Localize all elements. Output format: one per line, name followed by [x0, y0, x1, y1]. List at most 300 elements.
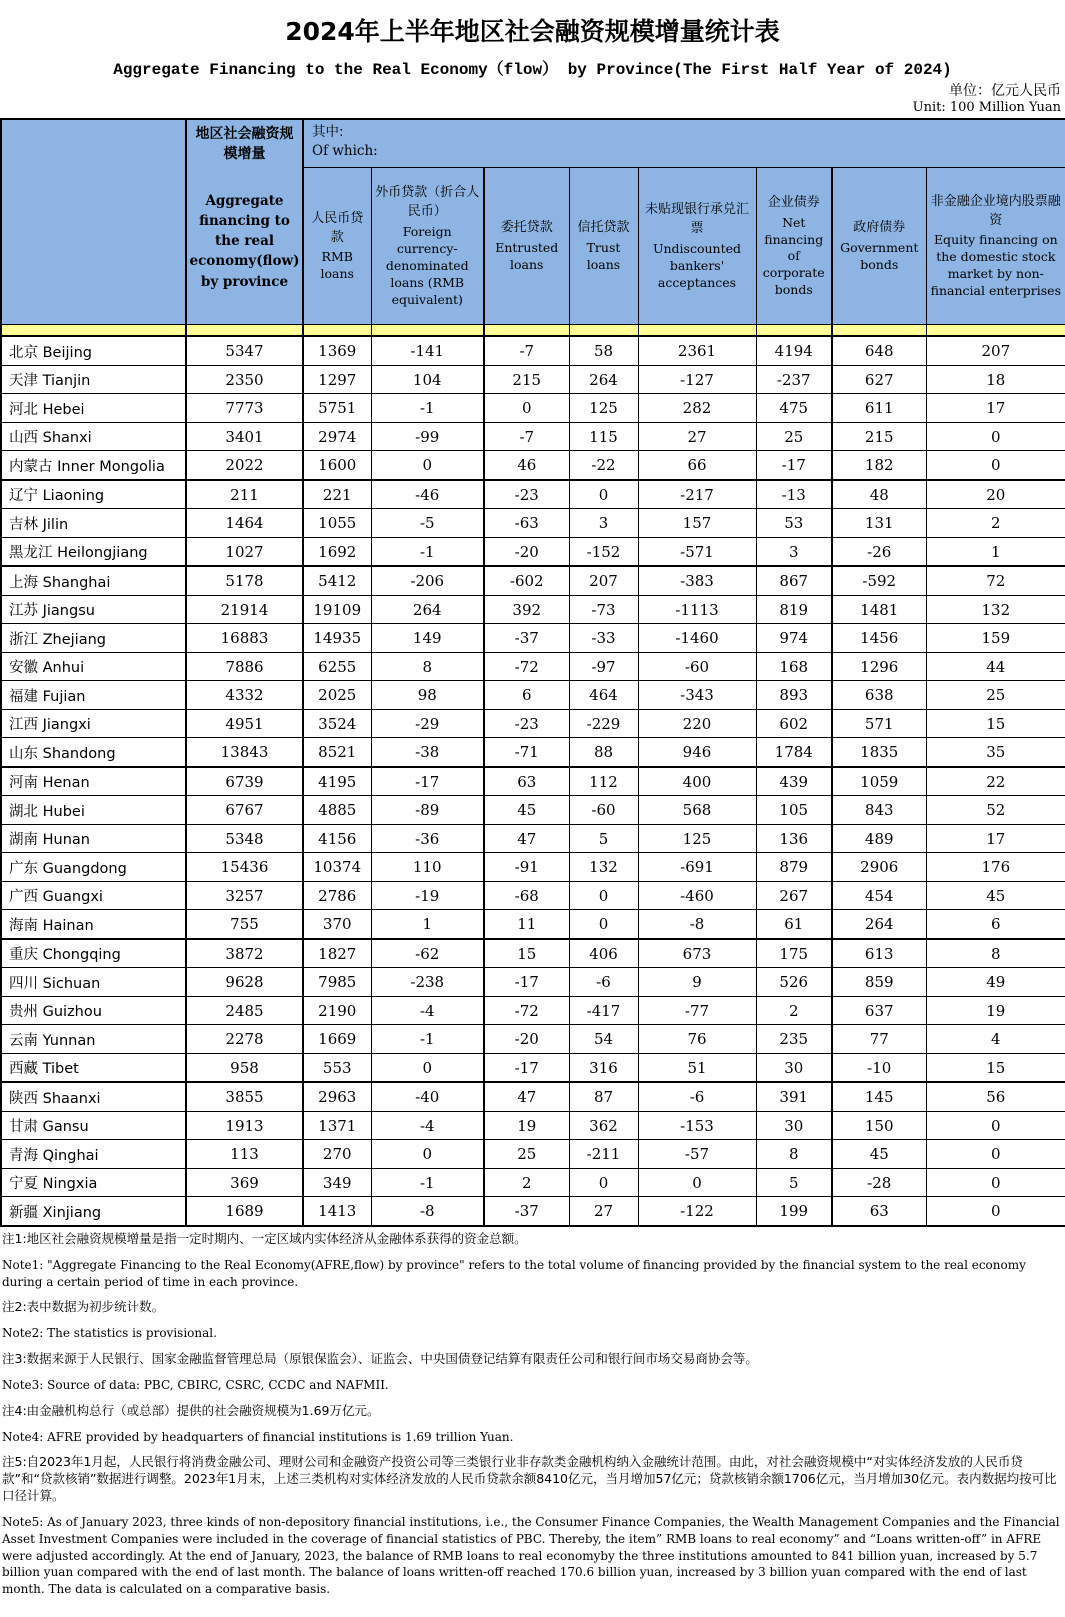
- value-cell: 15: [484, 939, 569, 968]
- band-cell: [926, 325, 1065, 337]
- value-cell: 54: [569, 1025, 638, 1054]
- value-cell: 553: [303, 1053, 371, 1082]
- value-cell: 27: [638, 422, 756, 451]
- value-cell: 819: [756, 595, 832, 624]
- value-cell: 8521: [303, 738, 371, 767]
- value-cell: 391: [756, 1082, 832, 1111]
- value-cell: 879: [756, 853, 832, 882]
- col-header-en: Entrusted loans: [495, 239, 559, 272]
- value-cell: 893: [756, 681, 832, 710]
- value-cell: 125: [638, 824, 756, 853]
- table-row: [1, 996, 1065, 1025]
- value-cell: 145: [832, 1082, 926, 1111]
- province-cell: 云南 Yunnan: [1, 1025, 186, 1054]
- value-cell: 0: [926, 1111, 1065, 1140]
- value-cell: 3: [756, 537, 832, 566]
- table-row: [1, 394, 1065, 423]
- table-row: [1, 537, 1065, 566]
- value-cell: 1: [926, 537, 1065, 566]
- value-cell: 19109: [303, 595, 371, 624]
- value-cell: -72: [484, 996, 569, 1025]
- value-cell: -211: [569, 1140, 638, 1169]
- province-cell: 河北 Hebei: [1, 394, 186, 423]
- value-cell: 77: [832, 1025, 926, 1054]
- value-cell: 47: [484, 824, 569, 853]
- col-header-trust-loans: [569, 168, 638, 325]
- col-header-rmb-loans: [303, 168, 371, 325]
- value-cell: -77: [638, 996, 756, 1025]
- value-cell: 199: [756, 1197, 832, 1226]
- note-en: Note3: Source of data: PBC, CBIRC, CSRC, CCDC and NAFMII.: [2, 1377, 389, 1392]
- value-cell: 15: [926, 1053, 1065, 1082]
- province-cell: 江西 Jiangxi: [1, 709, 186, 738]
- province-cell: 内蒙古 Inner Mongolia: [1, 451, 186, 480]
- col-header-en: Trust loans: [586, 239, 621, 272]
- value-cell: -29: [371, 709, 484, 738]
- value-cell: 2022: [186, 451, 303, 480]
- value-cell: -13: [756, 480, 832, 509]
- note-en: Note4: AFRE provided by headquarters of financial institutions is 1.69 trillion Yuan.: [2, 1429, 514, 1444]
- value-cell: -4: [371, 1111, 484, 1140]
- table-row: [1, 509, 1065, 538]
- value-cell: 439: [756, 767, 832, 796]
- value-cell: 406: [569, 939, 638, 968]
- value-cell: 8: [371, 652, 484, 681]
- province-cell: 重庆 Chongqing: [1, 939, 186, 968]
- value-cell: 125: [569, 394, 638, 423]
- value-cell: 0: [371, 1053, 484, 1082]
- value-cell: 17: [926, 824, 1065, 853]
- col-header-equity-financing: [926, 168, 1065, 325]
- value-cell: -1: [371, 537, 484, 566]
- value-cell: 8: [756, 1140, 832, 1169]
- value-cell: -5: [371, 509, 484, 538]
- col-header-corporate-bonds: [756, 168, 832, 325]
- value-cell: 215: [832, 422, 926, 451]
- value-cell: 526: [756, 968, 832, 997]
- value-cell: 47: [484, 1082, 569, 1111]
- value-cell: 1: [371, 910, 484, 939]
- value-cell: -97: [569, 652, 638, 681]
- note-zh: 注1:地区社会融资规模增量是指一定时期内、一定区域内实体经济从金融体系获得的资金总额。: [2, 1230, 527, 1246]
- table-row: [1, 767, 1065, 796]
- value-cell: 6: [484, 681, 569, 710]
- note-en: Note5: As of January 2023, three kinds of non-depository financial institutions, i.e., the Consumer Finance Companies, the Wealth Management Companies and the Financial Asset Investment Companies were included in the coverage of financial statistics of PBC. Thereby, the item” RMB loans to real economy” and “Loans written-off” in AFRE were adjusted accordingly. At the end of January, 2023, the balance of RMB loans to real economyby the three institutions amounted to 841 billion yuan, increased by 5.7 billion yuan compared with the end of last month. The balance of loans written-off reached 170.6 billion yuan, increased by 3 billion yuan compared with the end of last month. The data is calculated on a comparative basis.: [2, 1515, 1060, 1597]
- value-cell: 176: [926, 853, 1065, 882]
- value-cell: -592: [832, 566, 926, 595]
- value-cell: 46: [484, 451, 569, 480]
- value-cell: 87: [569, 1082, 638, 1111]
- value-cell: 2361: [638, 336, 756, 365]
- value-cell: 220: [638, 709, 756, 738]
- value-cell: 2974: [303, 422, 371, 451]
- table-row: [1, 1053, 1065, 1082]
- value-cell: -40: [371, 1082, 484, 1111]
- value-cell: -17: [371, 767, 484, 796]
- province-cell: 海南 Hainan: [1, 910, 186, 939]
- province-cell: 上海 Shanghai: [1, 566, 186, 595]
- value-cell: 61: [756, 910, 832, 939]
- value-cell: 611: [832, 394, 926, 423]
- value-cell: 19: [926, 996, 1065, 1025]
- value-cell: 1692: [303, 537, 371, 566]
- value-cell: 168: [756, 652, 832, 681]
- value-cell: 17: [926, 394, 1065, 423]
- value-cell: -60: [569, 796, 638, 825]
- value-cell: 27: [569, 1197, 638, 1226]
- value-cell: 63: [832, 1197, 926, 1226]
- table-row: [1, 709, 1065, 738]
- value-cell: 3855: [186, 1082, 303, 1111]
- col-header-zh: 未贴现银行承兑汇票: [644, 202, 749, 237]
- province-cell: 湖南 Hunan: [1, 824, 186, 853]
- note-en: Note2: The statistics is provisional.: [2, 1326, 217, 1341]
- page: [0, 12, 1065, 1617]
- value-cell: 15: [926, 709, 1065, 738]
- value-cell: 53: [756, 509, 832, 538]
- value-cell: 4: [926, 1025, 1065, 1054]
- value-cell: 215: [484, 365, 569, 394]
- value-cell: -62: [371, 939, 484, 968]
- aggregate-header-zh: 地区社会融资规模增量: [195, 126, 294, 162]
- value-cell: 454: [832, 881, 926, 910]
- value-cell: 1784: [756, 738, 832, 767]
- value-cell: 3524: [303, 709, 371, 738]
- value-cell: 150: [832, 1111, 926, 1140]
- value-cell: -6: [569, 968, 638, 997]
- col-header-en: Equity financing on the domestic stock market by non-financial enterprises: [930, 232, 1061, 299]
- value-cell: 132: [926, 595, 1065, 624]
- value-cell: 5: [756, 1168, 832, 1197]
- table-row: [1, 910, 1065, 939]
- value-cell: 15436: [186, 853, 303, 882]
- page-title: 2024年上半年地区社会融资规模增量统计表: [285, 17, 780, 46]
- value-cell: -152: [569, 537, 638, 566]
- value-cell: 568: [638, 796, 756, 825]
- table-row: [1, 1197, 1065, 1226]
- col-header-zh: 人民币贷款: [311, 210, 364, 245]
- value-cell: 4156: [303, 824, 371, 853]
- value-cell: 112: [569, 767, 638, 796]
- value-cell: -89: [371, 796, 484, 825]
- value-cell: 1827: [303, 939, 371, 968]
- value-cell: -72: [484, 652, 569, 681]
- value-cell: -33: [569, 624, 638, 653]
- value-cell: 1835: [832, 738, 926, 767]
- value-cell: 637: [832, 996, 926, 1025]
- province-cell: 山东 Shandong: [1, 738, 186, 767]
- value-cell: 113: [186, 1140, 303, 1169]
- value-cell: 1481: [832, 595, 926, 624]
- value-cell: 21914: [186, 595, 303, 624]
- value-cell: 1913: [186, 1111, 303, 1140]
- value-cell: 349: [303, 1168, 371, 1197]
- value-cell: 1027: [186, 537, 303, 566]
- table-row: [1, 681, 1065, 710]
- col-header-zh: 企业债券: [767, 194, 820, 210]
- value-cell: 400: [638, 767, 756, 796]
- value-cell: -122: [638, 1197, 756, 1226]
- value-cell: 14935: [303, 624, 371, 653]
- of-which-label-zh: 其中:: [312, 124, 344, 141]
- value-cell: 45: [484, 796, 569, 825]
- col-header-zh: 政府债券: [853, 220, 906, 236]
- col-header-en: Undiscounted bankers' acceptances: [652, 240, 742, 290]
- value-cell: 2: [926, 509, 1065, 538]
- value-cell: 475: [756, 394, 832, 423]
- value-cell: 6: [926, 910, 1065, 939]
- value-cell: 45: [926, 881, 1065, 910]
- value-cell: 5178: [186, 566, 303, 595]
- province-cell: 江苏 Jiangsu: [1, 595, 186, 624]
- value-cell: 2278: [186, 1025, 303, 1054]
- value-cell: 2350: [186, 365, 303, 394]
- province-cell: 河南 Henan: [1, 767, 186, 796]
- table-row: [1, 1025, 1065, 1054]
- value-cell: 72: [926, 566, 1065, 595]
- value-cell: 2: [484, 1168, 569, 1197]
- value-cell: 282: [638, 394, 756, 423]
- value-cell: 264: [569, 365, 638, 394]
- value-cell: -238: [371, 968, 484, 997]
- value-cell: -571: [638, 537, 756, 566]
- value-cell: 392: [484, 595, 569, 624]
- value-cell: 602: [756, 709, 832, 738]
- value-cell: -1: [371, 1025, 484, 1054]
- value-cell: 4195: [303, 767, 371, 796]
- col-header-zh: 外币贷款（折合人民币）: [375, 185, 480, 220]
- value-cell: -19: [371, 881, 484, 910]
- value-cell: -20: [484, 1025, 569, 1054]
- table-row: [1, 1168, 1065, 1197]
- value-cell: 4332: [186, 681, 303, 710]
- col-header-zh: 非金融企业境内股票融资: [930, 193, 1061, 228]
- value-cell: -46: [371, 480, 484, 509]
- table-row: [1, 853, 1065, 882]
- value-cell: 627: [832, 365, 926, 394]
- value-cell: 7886: [186, 652, 303, 681]
- aggregate-header-en: Aggregate financing to the real economy(flow) by province: [189, 192, 300, 290]
- value-cell: 1369: [303, 336, 371, 365]
- province-cell: 甘肃 Gansu: [1, 1111, 186, 1140]
- of-which-header: [303, 119, 1065, 168]
- value-cell: 1296: [832, 652, 926, 681]
- value-cell: -22: [569, 451, 638, 480]
- value-cell: -23: [484, 480, 569, 509]
- value-cell: 131: [832, 509, 926, 538]
- afre-table: [0, 118, 1065, 1227]
- band-cell: [569, 325, 638, 337]
- value-cell: 10374: [303, 853, 371, 882]
- value-cell: 4951: [186, 709, 303, 738]
- value-cell: -602: [484, 566, 569, 595]
- value-cell: 76: [638, 1025, 756, 1054]
- note-zh: 注3:数据来源于人民银行、国家金融监督管理总局（原银保监会）、证监会、中央国债登记结算有限责任公司和银行间市场交易商协会等。: [2, 1351, 758, 1367]
- band-cell: [371, 325, 484, 337]
- value-cell: 0: [569, 910, 638, 939]
- value-cell: 9: [638, 968, 756, 997]
- value-cell: 2025: [303, 681, 371, 710]
- value-cell: 2786: [303, 881, 371, 910]
- note-en: Note1: "Aggregate Financing to the Real Economy(AFRE,flow) by province" refers to the total volume of financing provided by the financial system to the real economy during a certain period of time in each province.: [2, 1257, 1026, 1289]
- value-cell: 0: [569, 881, 638, 910]
- value-cell: 673: [638, 939, 756, 968]
- value-cell: 18: [926, 365, 1065, 394]
- value-cell: -237: [756, 365, 832, 394]
- corner-cell: [1, 119, 186, 325]
- value-cell: 0: [926, 422, 1065, 451]
- province-cell: 贵州 Guizhou: [1, 996, 186, 1025]
- col-header-zh: 委托贷款: [500, 220, 553, 236]
- value-cell: -1: [371, 1168, 484, 1197]
- value-cell: 5348: [186, 824, 303, 853]
- value-cell: 5347: [186, 336, 303, 365]
- value-cell: -17: [484, 1053, 569, 1082]
- value-cell: 755: [186, 910, 303, 939]
- province-cell: 吉林 Jilin: [1, 509, 186, 538]
- value-cell: 8: [926, 939, 1065, 968]
- value-cell: 16883: [186, 624, 303, 653]
- value-cell: 19: [484, 1111, 569, 1140]
- value-cell: -229: [569, 709, 638, 738]
- value-cell: 1464: [186, 509, 303, 538]
- value-cell: 0: [371, 1140, 484, 1169]
- value-cell: -60: [638, 652, 756, 681]
- value-cell: 1456: [832, 624, 926, 653]
- value-cell: 5751: [303, 394, 371, 423]
- value-cell: -17: [756, 451, 832, 480]
- value-cell: 6255: [303, 652, 371, 681]
- value-cell: 0: [569, 1168, 638, 1197]
- value-cell: 3401: [186, 422, 303, 451]
- province-cell: 湖北 Hubei: [1, 796, 186, 825]
- value-cell: 25: [926, 681, 1065, 710]
- value-cell: -57: [638, 1140, 756, 1169]
- value-cell: 9628: [186, 968, 303, 997]
- value-cell: 110: [371, 853, 484, 882]
- value-cell: 159: [926, 624, 1065, 653]
- table-row: [1, 824, 1065, 853]
- value-cell: 369: [186, 1168, 303, 1197]
- table-row: [1, 624, 1065, 653]
- table-row: [1, 365, 1065, 394]
- value-cell: -71: [484, 738, 569, 767]
- band-cell: [303, 325, 371, 337]
- band-cell: [832, 325, 926, 337]
- value-cell: -1460: [638, 624, 756, 653]
- value-cell: 115: [569, 422, 638, 451]
- value-cell: -417: [569, 996, 638, 1025]
- province-cell: 安徽 Anhui: [1, 652, 186, 681]
- value-cell: 867: [756, 566, 832, 595]
- province-cell: 四川 Sichuan: [1, 968, 186, 997]
- value-cell: 5: [569, 824, 638, 853]
- col-header-en: RMB loans: [320, 249, 354, 282]
- value-cell: 7985: [303, 968, 371, 997]
- value-cell: 1600: [303, 451, 371, 480]
- value-cell: 648: [832, 336, 926, 365]
- value-cell: 613: [832, 939, 926, 968]
- value-cell: 22: [926, 767, 1065, 796]
- value-cell: -8: [371, 1197, 484, 1226]
- value-cell: 2190: [303, 996, 371, 1025]
- band-cell: [756, 325, 832, 337]
- value-cell: -8: [638, 910, 756, 939]
- value-cell: 98: [371, 681, 484, 710]
- value-cell: -73: [569, 595, 638, 624]
- value-cell: -36: [371, 824, 484, 853]
- value-cell: 221: [303, 480, 371, 509]
- value-cell: 211: [186, 480, 303, 509]
- value-cell: 30: [756, 1053, 832, 1082]
- value-cell: 207: [569, 566, 638, 595]
- value-cell: 489: [832, 824, 926, 853]
- col-header-undiscounted-bankers-acceptances: [638, 168, 756, 325]
- table-row: [1, 566, 1065, 595]
- table-row: [1, 796, 1065, 825]
- value-cell: 7773: [186, 394, 303, 423]
- table-row: [1, 336, 1065, 365]
- value-cell: -141: [371, 336, 484, 365]
- value-cell: 264: [832, 910, 926, 939]
- band-cell: [638, 325, 756, 337]
- note-zh: 注4:由金融机构总行（或总部）提供的社会融资规模为1.69万亿元。: [2, 1402, 380, 1418]
- band-cell: [484, 325, 569, 337]
- province-cell: 宁夏 Ningxia: [1, 1168, 186, 1197]
- value-cell: -7: [484, 422, 569, 451]
- table-row: [1, 480, 1065, 509]
- col-header-government-bonds: [832, 168, 926, 325]
- value-cell: -20: [484, 537, 569, 566]
- value-cell: -127: [638, 365, 756, 394]
- value-cell: -63: [484, 509, 569, 538]
- unit-label-en: Unit: 100 Million Yuan: [912, 99, 1061, 115]
- value-cell: 44: [926, 652, 1065, 681]
- value-cell: 4885: [303, 796, 371, 825]
- value-cell: 1669: [303, 1025, 371, 1054]
- band-cell: [1, 325, 186, 337]
- table-row: [1, 881, 1065, 910]
- value-cell: 1689: [186, 1197, 303, 1226]
- value-cell: -206: [371, 566, 484, 595]
- value-cell: 1055: [303, 509, 371, 538]
- band-cell: [186, 325, 303, 337]
- value-cell: 105: [756, 796, 832, 825]
- value-cell: 316: [569, 1053, 638, 1082]
- value-cell: -153: [638, 1111, 756, 1140]
- table-row: [1, 451, 1065, 480]
- notes-section: [0, 1227, 1065, 1617]
- unit-label-zh: 单位：亿元人民币: [949, 83, 1061, 99]
- value-cell: -6: [638, 1082, 756, 1111]
- value-cell: -343: [638, 681, 756, 710]
- note-zh: 注5:自2023年1月起，人民银行将消费金融公司、理财公司和金融资产投资公司等三类银行业非存款类金融机构纳入金融统计范围。由此，对社会融资规模中“对实体经济发放的人民币贷款”和“贷款核销”数据进行调整。2023年1月末，上述三类机构对实体经济发放的人民币贷款余额8410亿元，当月增加57亿元；贷款核销余额1706亿元，当月增加30亿元。表内数据均按可比口径计算。: [2, 1454, 1057, 1504]
- value-cell: 56: [926, 1082, 1065, 1111]
- table-row: [1, 738, 1065, 767]
- value-cell: 0: [371, 451, 484, 480]
- col-header-zh: 信托贷款: [577, 220, 630, 236]
- value-cell: 58: [569, 336, 638, 365]
- value-cell: 0: [569, 480, 638, 509]
- province-cell: 西藏 Tibet: [1, 1053, 186, 1082]
- value-cell: 464: [569, 681, 638, 710]
- value-cell: -17: [484, 968, 569, 997]
- province-cell: 辽宁 Liaoning: [1, 480, 186, 509]
- table-row: [1, 422, 1065, 451]
- value-cell: 3872: [186, 939, 303, 968]
- province-cell: 天津 Tianjin: [1, 365, 186, 394]
- col-header-en: Foreign currency-denominated loans (RMB equivalent): [385, 224, 469, 307]
